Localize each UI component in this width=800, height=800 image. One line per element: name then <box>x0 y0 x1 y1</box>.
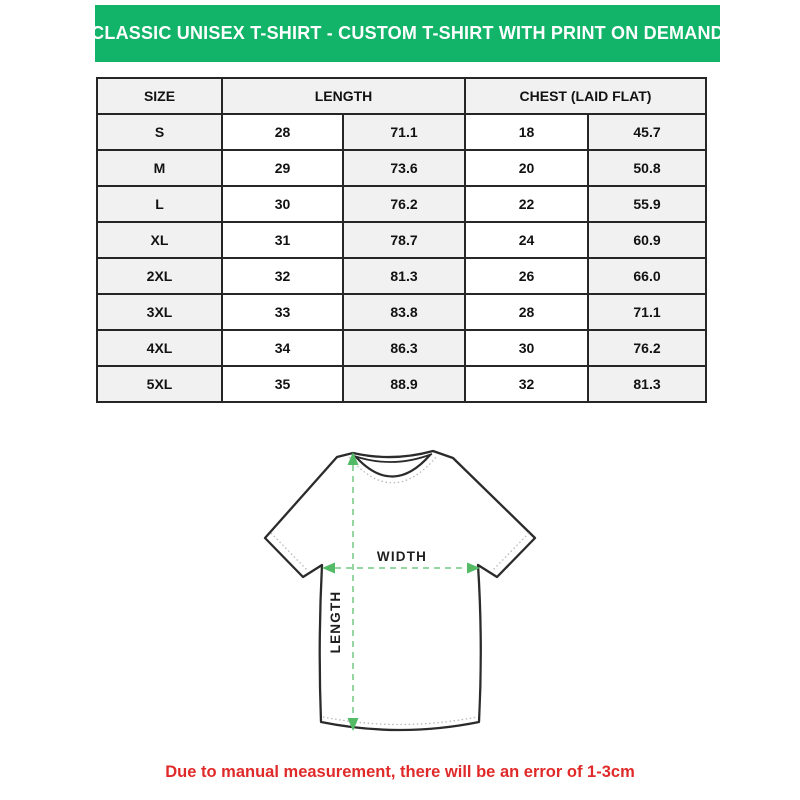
table-row <box>97 114 706 150</box>
length-in-cell: 34 <box>222 330 343 366</box>
length-cm-cell: 83.8 <box>343 294 465 330</box>
chest-in-cell: 28 <box>465 294 588 330</box>
size-cell: S <box>97 114 222 150</box>
title-banner <box>91 5 724 62</box>
header-chest: CHEST (LAID FLAT) <box>465 78 706 114</box>
chest-in-cell: 18 <box>465 114 588 150</box>
tshirt-svg <box>240 435 560 755</box>
length-label: LENGTH <box>328 590 343 654</box>
size-cell: XL <box>97 222 222 258</box>
size-cell: 3XL <box>97 294 222 330</box>
chest-cm-cell: 50.8 <box>588 150 706 186</box>
table-row <box>97 330 706 366</box>
chest-cm-cell: 66.0 <box>588 258 706 294</box>
header-length: LENGTH <box>222 78 465 114</box>
table-row <box>97 258 706 294</box>
length-cm-cell: 73.6 <box>343 150 465 186</box>
tshirt-diagram <box>240 435 560 755</box>
table-row <box>97 150 706 186</box>
chest-cm-cell: 81.3 <box>588 366 706 402</box>
measurement-note: Due to manual measurement, there will be an error of 1-3cm <box>165 763 635 781</box>
length-in-cell: 31 <box>222 222 343 258</box>
length-cm-cell: 71.1 <box>343 114 465 150</box>
length-cm-cell: 81.3 <box>343 258 465 294</box>
chest-in-cell: 26 <box>465 258 588 294</box>
table-header-row <box>97 78 706 114</box>
size-cell: L <box>97 186 222 222</box>
header-size: SIZE <box>97 78 222 114</box>
chest-cm-cell: 45.7 <box>588 114 706 150</box>
length-cm-cell: 88.9 <box>343 366 465 402</box>
length-cm-cell: 76.2 <box>343 186 465 222</box>
length-in-cell: 30 <box>222 186 343 222</box>
length-cm-cell: 86.3 <box>343 330 465 366</box>
length-cm-cell: 78.7 <box>343 222 465 258</box>
width-label: WIDTH <box>376 549 428 564</box>
size-cell: 5XL <box>97 366 222 402</box>
page-title: CLASSIC UNISEX T-SHIRT - CUSTOM T-SHIRT WITH PRINT ON DEMAND <box>91 23 724 43</box>
chest-in-cell: 22 <box>465 186 588 222</box>
table-row <box>97 186 706 222</box>
length-in-cell: 35 <box>222 366 343 402</box>
chest-cm-cell: 71.1 <box>588 294 706 330</box>
length-in-cell: 32 <box>222 258 343 294</box>
length-in-cell: 28 <box>222 114 343 150</box>
table-row <box>97 366 706 402</box>
size-cell: M <box>97 150 222 186</box>
table-row <box>97 222 706 258</box>
chest-cm-cell: 55.9 <box>588 186 706 222</box>
chest-in-cell: 30 <box>465 330 588 366</box>
table-row <box>97 294 706 330</box>
length-in-cell: 29 <box>222 150 343 186</box>
tshirt-outline <box>265 451 535 730</box>
size-cell: 2XL <box>97 258 222 294</box>
chest-in-cell: 20 <box>465 150 588 186</box>
size-table <box>96 77 707 403</box>
chest-in-cell: 24 <box>465 222 588 258</box>
chest-in-cell: 32 <box>465 366 588 402</box>
chest-cm-cell: 60.9 <box>588 222 706 258</box>
size-cell: 4XL <box>97 330 222 366</box>
length-in-cell: 33 <box>222 294 343 330</box>
chest-cm-cell: 76.2 <box>588 330 706 366</box>
